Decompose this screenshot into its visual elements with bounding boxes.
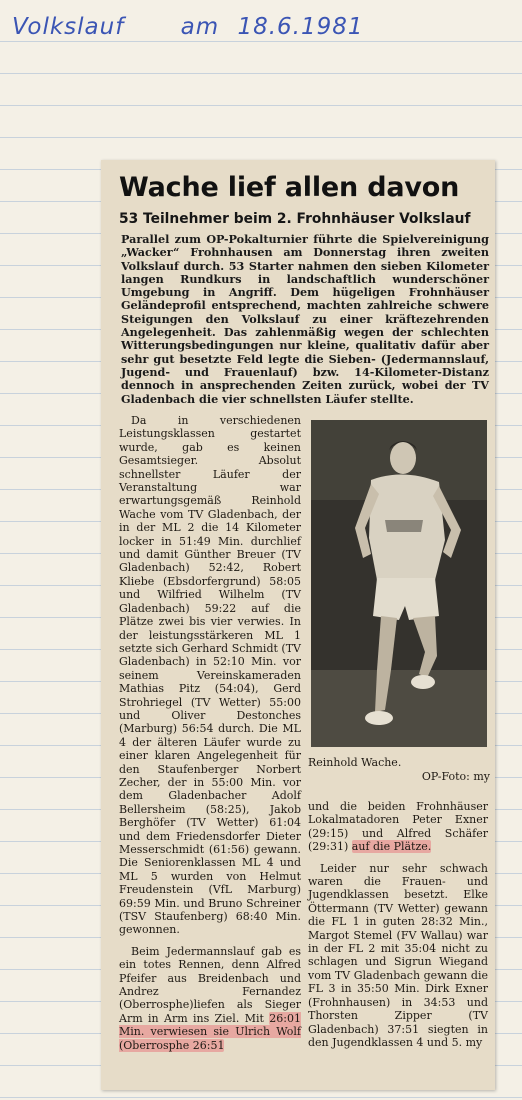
article-column-left [119,414,301,1052]
runner-illustration [311,420,487,747]
article-paragraph-continued [308,800,488,854]
article-paragraph: Da in verschiedenen Leistungsklassen gestartet wurde, gab es keinen Gesamtsieger. Absolut schnellster Läufer der Veranstaltung war erwartungsgemäß Reinhold Wache vom TV Gladenbach, der in der ML 2 die 14 Kilometer locker in 51:49 Min. durchlief und damit Günther Breuer (TV Gladenbach) 52:42, Robert Kliebe (Ebsdorfergrund) 58:05 und Wilfried Wilhelm (TV Gladenbach) 59:22 auf die Plätze zwei bis vier verwies. In der leistungsstärkeren ML 1 setzte sich Gerhard Schmidt (TV Gladenbach) in 52:10 Min. vor seinem Vereinskameraden Mathias Pitz (54:04), Gerd Strohriegel (TV Wetter) 55:00 und Oliver Destonches (Marburg) 56:54 durch. Die ML 4 der älteren Läufer wurde zu einer klaren Angelegenheit für den Staufenberger Norbert Zecher, der in 55:00 Min. vor dem Gladenbacher Adolf Bellersheim (58:25), Jakob Berghöfer (TV Wetter) 61:04 und dem Friedensdorfer Dieter Messerschmidt (61:56) gewann. Die Seniorenklassen ML 4 und ML 5 wurden von Helmut Freudenstein (VfL Marburg) 69:59 Min. und Bruno Schreiner (TSV Staufenberg) 68:40 Min. gewonnen. [119,414,301,937]
article-lead: Parallel zum OP-Pokalturnier führte die Spielvereinigung „Wacker“ Frohnhausen am Donnerstag ihren zweiten Volkslauf durch. 53 Starter nahmen den sieben Kilometer langen Rundkurs in landschaftlich wunderschöner Umgebung in Angriff. Dem hügeligen Frohnhäuser Geländeprofil entsprechend, machten zahlreiche schwere Steigungen den Volkslauf zu einer kräftezehrenden Angelegenheit. Das zahlenmäßig wegen der schlechten Witterungsbedingungen nur kleine, qualitativ dafür aber sehr gut besetzte Feld legte die Sieben- (Jedermannslauf, Jugend- und Frauenlauf) bzw. 14-Kilometer-Distanz dennoch in ansprechenden Zeiten zurück, wobei der TV Gladenbach die vier schnellsten Läufer stellte. [121,232,489,406]
article-column-right [308,800,488,1049]
highlighted-text: auf die Plätze. [351,840,432,854]
newspaper-clipping [101,160,495,1090]
article-subheadline: 53 Teilnehmer beim 2. Frohnhäuser Volkslauf [119,211,471,227]
highlighted-text: 26:01 Min. verwiesen sie Ulrich Wolf (Oberrosphe 26:51 [119,1011,301,1052]
note-word: am [180,14,220,40]
handwritten-note [12,14,364,40]
article-headline: Wache lief allen davon [119,172,460,203]
paragraph-text: und die beiden Frohnhäuser Lokalmatadoren Peter Exner (29:15) und Alfred Schäfer (29:31) [308,800,488,854]
note-title: Volkslauf [12,14,125,40]
article-paragraph-jedermann [119,945,301,1052]
runner-photo [311,420,487,747]
article-paragraph-women-youth: Leider nur sehr schwach waren die Frauen- und Jugendklassen besetzt. Elke Öttermann (TV Wetter) gewann die FL 1 in guten 28:32 Min., Margot Stemel (FV Wallau) war in der FL 2 mit 35:04 nicht zu schlagen und Sigrun Wiegand vom TV Gladenbach gewann die FL 3 in 35:50 Min. Dirk Exner (Frohnhausen) in 34:53 und Thorsten Zipper (TV Gladenbach) 37:51 siegten in den Jugendklassen 4 und 5. my [308,861,488,1049]
note-date: 18.6.1981 [237,14,364,40]
paragraph-text: Beim Jedermannslauf gab es ein totes Rennen, denn Alfred Pfeifer aus Breidenbach und Andrez Fernandez (Oberrosphe)liefen als Sieger Arm in Arm ins Ziel. Mit [119,944,301,1025]
photo-credit: OP-Foto: my [421,769,490,783]
photo-caption: Reinhold Wache. [308,756,402,769]
photo-caption-block [308,756,490,783]
